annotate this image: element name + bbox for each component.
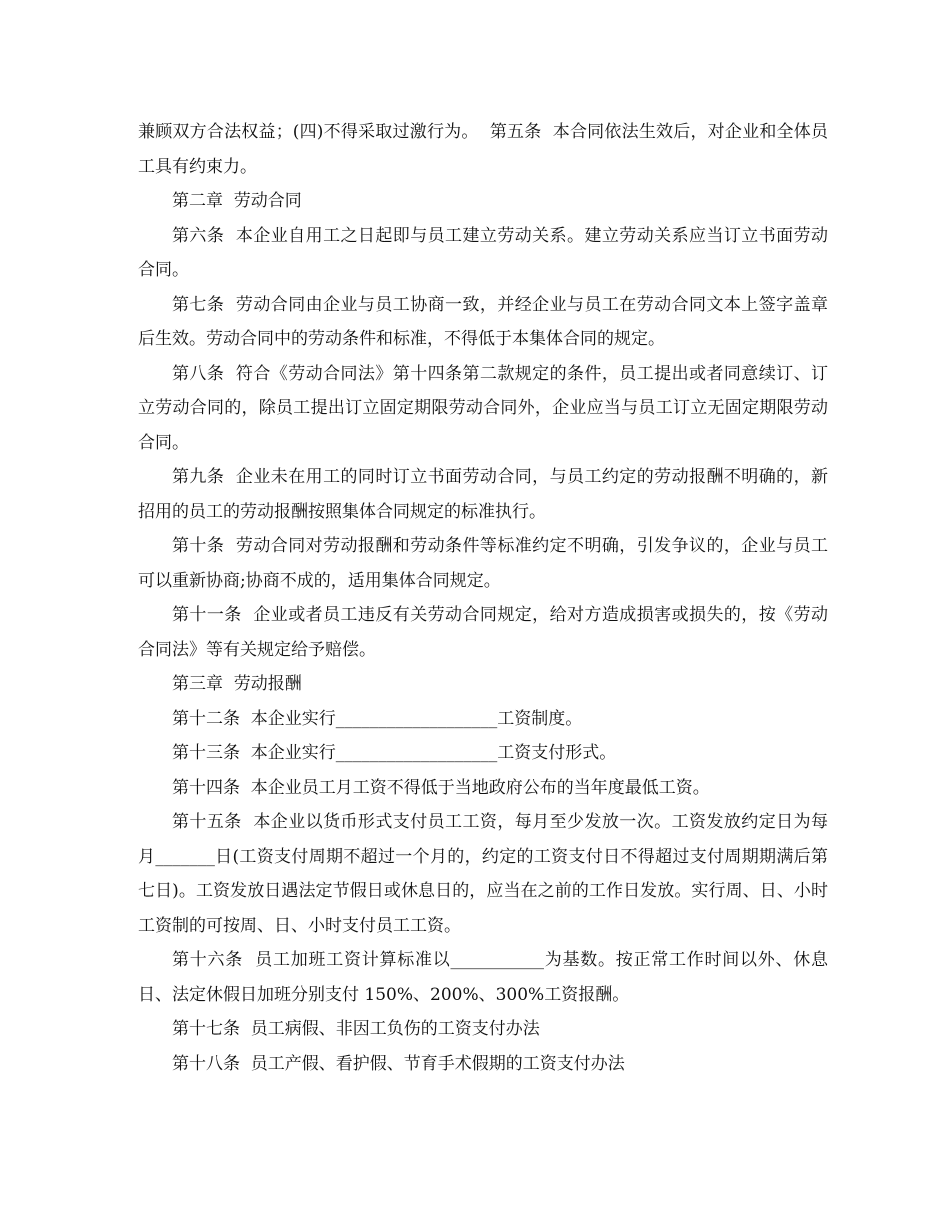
article-9: 第九条 企业未在用工的同时订立书面劳动合同，与员工约定的劳动报酬不明确的，新招用的员工的劳动报酬按照集体合同规定的标准执行。 xyxy=(138,467,828,522)
article-8: 第八条 符合《劳动合同法》第十四条第二款规定的条件，员工提出或者同意续订、订立劳动合同的，除员工提出订立固定期限劳动合同外，企业应当与员工订立无固定期限劳动合同。 xyxy=(138,363,828,453)
paragraph-article-5-continuation: 兼顾双方合法权益；(四)不得采取过激行为。 第五条 本合同依法生效后，对企业和全体员工具有约束力。 xyxy=(138,122,828,177)
chapter-3-heading: 第三章 劳动报酬 xyxy=(172,674,302,694)
article-11: 第十一条 企业或者员工违反有关劳动合同规定，给对方造成损害或损失的，按《劳动合同法》等有关规定给予赔偿。 xyxy=(138,605,828,660)
article-14: 第十四条 本企业员工月工资不得低于当地政府公布的当年度最低工资。 xyxy=(172,777,710,798)
article-16: 第十六条 员工加班工资计算标准以___________为基数。按正常工作时间以外、休息日、法定休假日加班分别支付 150%、200%、300%工资报酬。 xyxy=(138,950,828,1005)
document-body xyxy=(138,115,828,1081)
article-10: 第十条 劳动合同对劳动报酬和劳动条件等标准约定不明确，引发争议的，企业与员工可以重新协商;协商不成的，适用集体合同规定。 xyxy=(138,536,828,591)
article-17: 第十七条 员工病假、非因工负伤的工资支付办法 xyxy=(172,1019,540,1039)
article-7: 第七条 劳动合同由企业与员工协商一致，并经企业与员工在劳动合同文本上签字盖章后生效。劳动合同中的劳动条件和标准，不得低于本集体合同的规定。 xyxy=(138,294,828,349)
article-13: 第十三条 本企业实行___________________工资支付形式。 xyxy=(172,743,617,763)
article-6: 第六条 本企业自用工之日起即与员工建立劳动关系。建立劳动关系应当订立书面劳动合同。 xyxy=(138,225,828,280)
article-15: 第十五条 本企业以货币形式支付员工工资，每月至少发放一次。工资发放约定日为每月_______日(工资支付周期不超过一个月的，约定的工资支付日不得超过支付周期期满后第七日)。工资发放日遇法定节假日或休息日的，应当在之前的工作日发放。实行周、日、小时工资制的可按周、日、小时支付员工工资。 xyxy=(138,812,828,936)
chapter-2-heading: 第二章 劳动合同 xyxy=(172,191,302,211)
article-12: 第十二条 本企业实行___________________工资制度。 xyxy=(172,708,583,729)
article-18: 第十八条 员工产假、看护假、节育手术假期的工资支付办法 xyxy=(172,1053,625,1074)
